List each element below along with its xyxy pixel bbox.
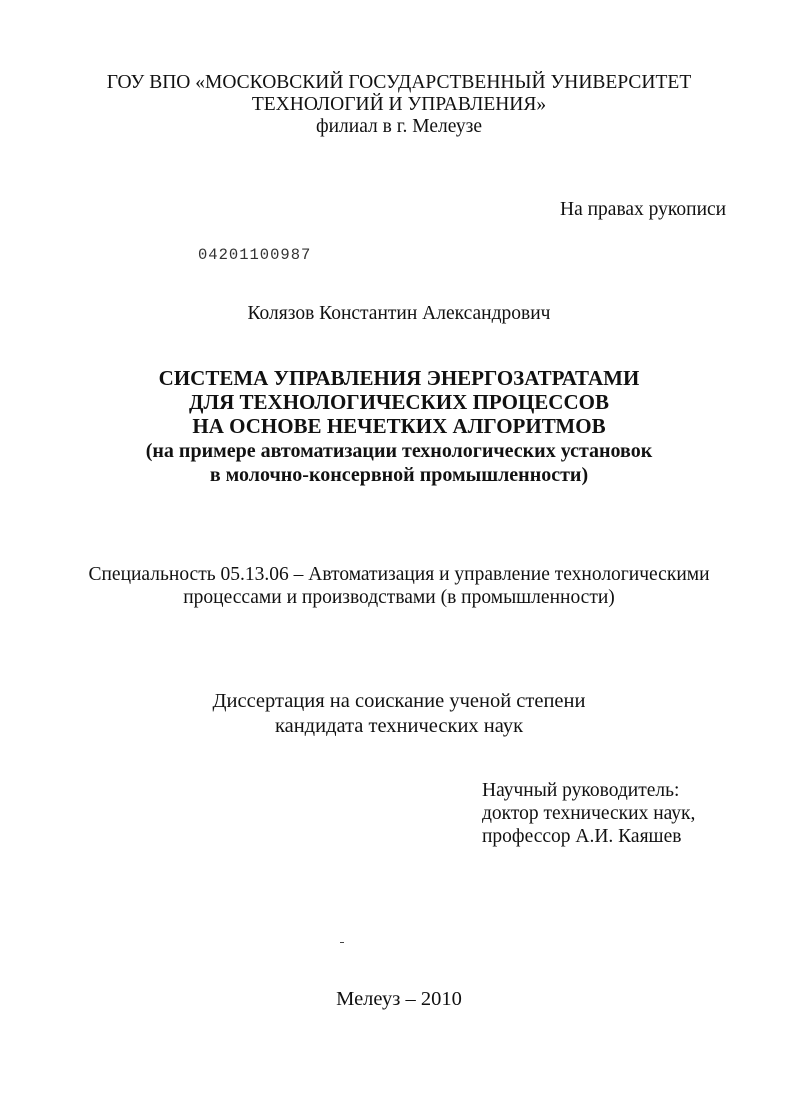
subtitle-line-1: (на примере автоматизации технологических установок [145, 440, 653, 462]
title-line-3: НА ОСНОВЕ НЕЧЕТКИХ АЛГОРИТМОВ [192, 414, 606, 438]
rights-note: На правах рукописи [560, 199, 727, 220]
dissertation-line-1: Диссертация на соискание ученой степени [212, 690, 586, 712]
title-line-2: ДЛЯ ТЕХНОЛОГИЧЕСКИХ ПРОЦЕССОВ [189, 390, 609, 414]
title-line-1: СИСТЕМА УПРАВЛЕНИЯ ЭНЕРГОЗАТРАТАМИ [158, 366, 640, 390]
dissertation-line-2: кандидата технических наук [274, 715, 524, 737]
registration-number: 04201100987 [198, 246, 312, 264]
branch-name: филиал в г. Мелеузе [315, 116, 483, 137]
supervisor-name: профессор А.И. Каяшев [482, 826, 682, 847]
supervisor-label: Научный руководитель: [482, 780, 680, 801]
institution-name-line-2: ТЕХНОЛОГИЙ И УПРАВЛЕНИЯ» [251, 94, 547, 115]
author-name: Колязов Константин Александрович [247, 303, 551, 324]
subtitle-line-2: в молочно-консервной промышленности) [209, 464, 589, 486]
specialty-line-1: Специальность 05.13.06 – Автоматизация и управление технологическими [88, 564, 710, 585]
institution-name-line-1: ГОУ ВПО «МОСКОВСКИЙ ГОСУДАРСТВЕННЫЙ УНИВЕРСИТЕТ [106, 72, 692, 93]
supervisor-degree: доктор технических наук, [482, 803, 696, 824]
place-and-year: Мелеуз – 2010 [336, 988, 462, 1010]
scan-speck [340, 942, 344, 943]
specialty-line-2: процессами и производствами (в промышленности) [183, 587, 615, 608]
